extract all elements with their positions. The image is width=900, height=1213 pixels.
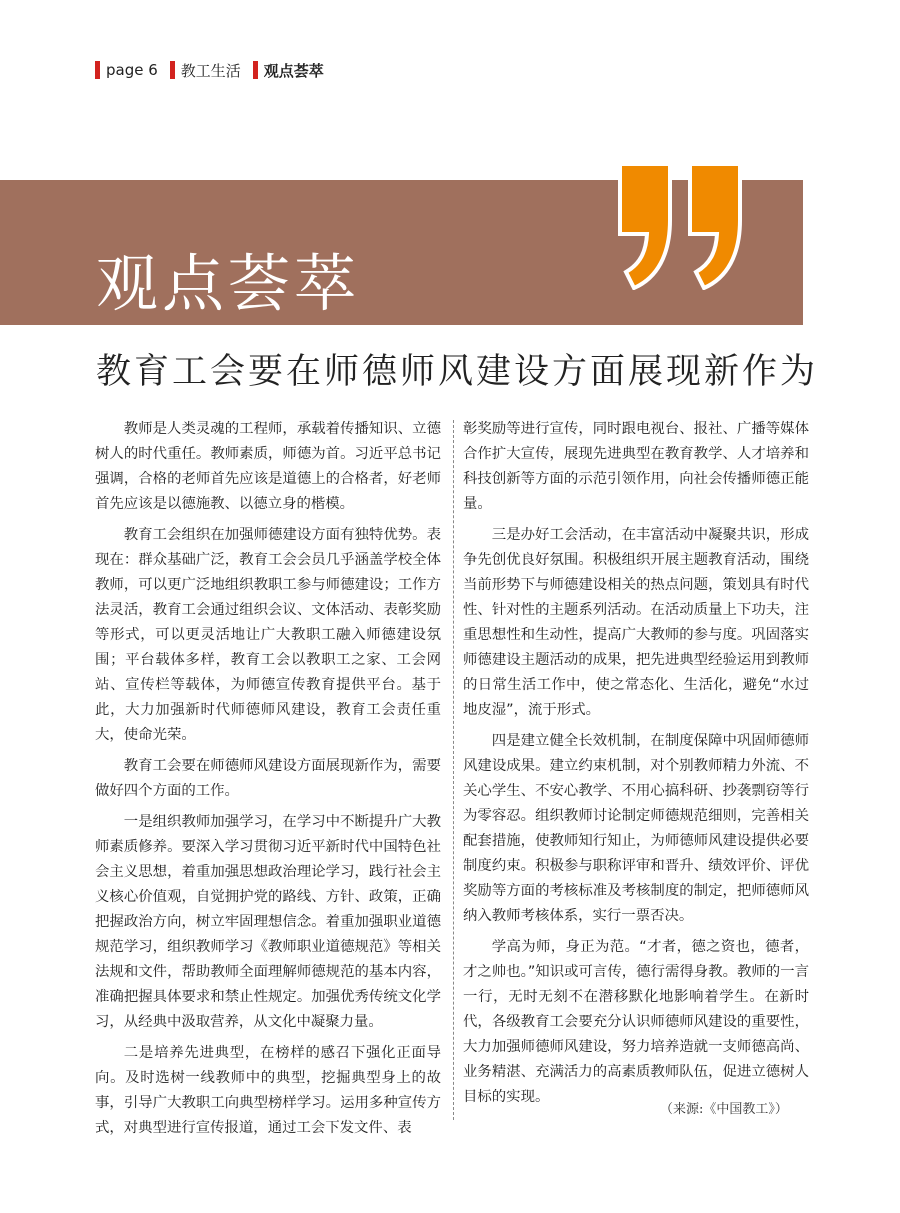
- source-credit: （来源:《中国教工》）: [660, 1102, 788, 1117]
- paragraph: 彰奖励等进行宣传，同时跟电视台、报社、广播等媒体合作扩大宣传，展现先进典型在教育教学、人才培养和科技创新等方面的示范引领作用，向社会传播师德正能量。: [463, 421, 809, 512]
- paragraph: 二是培养先进典型，在榜样的感召下强化正面导向。及时选树一线教师中的典型，挖掘典型身上的故事，引导广大教职工向典型榜样学习。运用多种宣传方式，对典型进行宣传报道，通过工会下发文件、表: [95, 1045, 441, 1136]
- right-column: [463, 417, 809, 1116]
- paragraph: 学高为师，身正为范。“才者，德之资也，德者，才之帅也。”知识或可言传，德行需得身教。教师的一言一行，无时无刻不在潜移默化地影响着学生。在新时代，各级教育工会要充分认识师德师风建设的重要性，大力加强师德师风建设，努力培养造就一支师德高尚、业务精湛、充满活力的高素质教师队伍，促进立德树人目标的实现。: [463, 939, 809, 1105]
- column-name: 观点荟萃: [263, 61, 324, 80]
- red-bar-icon: [253, 61, 258, 79]
- paragraph: 三是办好工会活动，在丰富活动中凝聚共识，形成争先创优良好氛围。积极组织开展主题教育活动，围绕当前形势下与师德建设相关的热点问题，策划具有时代性、针对性的主题系列活动。在活动质量上下功夫，注重思想性和生动性，提高广大教师的参与度。巩固落实师德建设主题活动的成果，把先进典型经验运用到教师的日常生活工作中，使之常态化、生活化，避免“水过地皮湿”，流于形式。: [463, 527, 809, 718]
- paragraph: 教育工会组织在加强师德建设方面有独特优势。表现在：群众基础广泛，教育工会会员几乎涵盖学校全体教师，可以更广泛地组织教职工参与师德建设；工作方法灵活，教育工会通过组织会议、文体活动、表彰奖励等形式，可以更灵活地让广大教职工融入师德建设氛围；平台载体多样，教育工会以教职工之家、工会网站、宣传栏等载体，为师德宣传教育提供平台。基于此，大力加强新时代师德师风建设，教育工会责任重大，使命光荣。: [95, 527, 441, 743]
- paragraph: 教师是人类灵魂的工程师，承载着传播知识、立德树人的时代重任。教师素质，师德为首。习近平总书记强调，合格的老师首先应该是道德上的合格者，好老师首先应该是以德施教、以德立身的楷模。: [95, 421, 441, 512]
- page-number: page 6: [106, 61, 158, 79]
- article-headline: 教育工会要在师德师风建设方面展现新作为: [96, 352, 819, 392]
- quote-mark-icon: [612, 160, 752, 290]
- paragraph: 教育工会要在师德师风建设方面展现新作为，需要做好四个方面的工作。: [95, 758, 441, 799]
- paragraph: 一是组织教师加强学习，在学习中不断提升广大教师素质修养。要深入学习贯彻习近平新时代中国特色社会主义思想，着重加强思想政治理论学习，践行社会主义核心价值观，自觉拥护党的路线、方针、政策，正确把握政治方向，树立牢固理想信念。着重加强职业道德规范学习，组织教师学习《教师职业道德规范》等相关法规和文件，帮助教师全面理解师德规范的基本内容，准确把握具体要求和禁止性规定。加强优秀传统文化学习，从经典中汲取营养，从文化中凝聚力量。: [95, 814, 441, 1030]
- running-header: [95, 60, 336, 80]
- red-bar-icon: [170, 61, 175, 79]
- paragraph: 四是建立健全长效机制，在制度保障中巩固师德师风建设成果。建立约束机制，对个别教师精力外流、不关心学生、不安心教学、不用心搞科研、抄袭剽窃等行为零容忍。组织教师讨论制定师德规范细则，完善相关配套措施，使教师知行知止，为师德师风建设提供必要制度约束。积极参与职称评审和晋升、绩效评价、评优奖励等方面的考核标准及考核制度的制定，把师德师风纳入教师考核体系，实行一票否决。: [463, 733, 809, 924]
- column-divider: [453, 420, 454, 1120]
- left-column: [95, 417, 441, 1147]
- section-name: 教工生活: [180, 61, 241, 80]
- banner-title: 观点荟萃: [96, 247, 361, 320]
- red-bar-icon: [95, 61, 100, 79]
